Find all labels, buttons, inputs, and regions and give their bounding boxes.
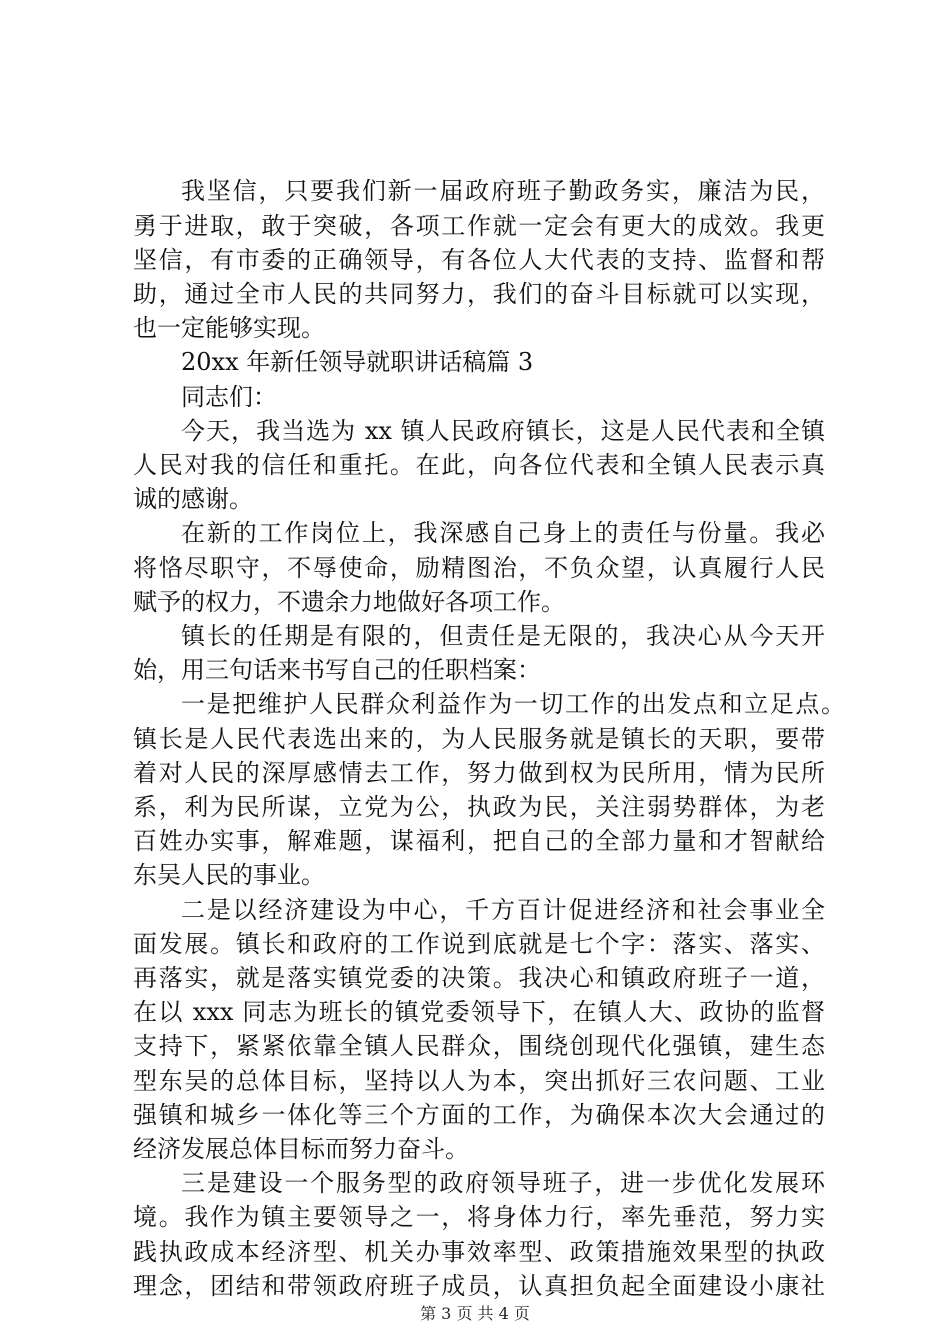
- text-line: 人民对我的信任和重托。在此，向各位代表和全镇人民表示真: [133, 451, 825, 479]
- text-line: 将恪尽职守，不辱使命，励精图治，不负众望，认真履行人民: [133, 554, 825, 582]
- text-line: 三是建设一个服务型的政府领导班子，进一步优化发展环: [181, 1169, 825, 1197]
- text-line: 在新的工作岗位上，我深感自己身上的责任与份量。我必: [181, 519, 825, 547]
- text-line: 也一定能够实现。: [133, 314, 325, 342]
- text-line: 二是以经济建设为中心，千方百计促进经济和社会事业全: [181, 896, 825, 924]
- text-line: 坚信，有市委的正确领导，有各位人大代表的支持、监督和帮: [133, 246, 825, 274]
- salutation: 同志们：: [181, 383, 277, 411]
- text-line: 经济发展总体目标而努力奋斗。: [133, 1135, 469, 1163]
- text-line: 始，用三句话来书写自己的任职档案：: [133, 656, 541, 684]
- text-line: 东吴人民的事业。: [133, 861, 325, 889]
- page-footer: 第 3 页 共 4 页: [420, 1304, 530, 1323]
- text-line: 百姓办实事，解难题，谋福利，把自己的全部力量和才智献给: [133, 827, 825, 855]
- text-line: 在以 xxx 同志为班长的镇党委领导下，在镇人大、政协的监督: [133, 998, 825, 1026]
- section-heading: 20xx 年新任领导就职讲话稿篇 3: [181, 348, 534, 376]
- text-line: 镇长是人民代表选出来的，为人民服务就是镇长的天职，要带: [133, 725, 825, 753]
- text-line: 一是把维护人民群众利益作为一切工作的出发点和立足点。: [181, 690, 845, 718]
- text-line: 今天，我当选为 xx 镇人民政府镇长，这是人民代表和全镇: [181, 417, 825, 445]
- text-line: 我坚信，只要我们新一届政府班子勤政务实，廉洁为民，: [181, 177, 825, 205]
- text-line: 践执政成本经济型、机关办事效率型、政策措施效果型的执政: [133, 1238, 825, 1266]
- text-line: 助，通过全市人民的共同努力，我们的奋斗目标就可以实现，: [133, 280, 825, 308]
- text-line: 勇于进取，敢于突破，各项工作就一定会有更大的成效。我更: [133, 212, 825, 240]
- text-line: 着对人民的深厚感情去工作，努力做到权为民所用，情为民所: [133, 759, 825, 787]
- text-line: 再落实，就是落实镇党委的决策。我决心和镇政府班子一道，: [133, 964, 825, 992]
- text-line: 面发展。镇长和政府的工作说到底就是七个字：落实、落实、: [133, 930, 825, 958]
- text-line: 支持下，紧紧依靠全镇人民群众，围绕创现代化强镇，建生态: [133, 1032, 825, 1060]
- text-line: 理念，团结和带领政府班子成员，认真担负起全面建设小康社: [133, 1272, 825, 1300]
- text-line: 赋予的权力，不遗余力地做好各项工作。: [133, 588, 565, 616]
- text-line: 镇长的任期是有限的，但责任是无限的，我决心从今天开: [181, 622, 825, 650]
- text-line: 诚的感谢。: [133, 485, 253, 513]
- text-line: 境。我作为镇主要领导之一，将身体力行，率先垂范，努力实: [133, 1203, 825, 1231]
- text-line: 强镇和城乡一体化等三个方面的工作，为确保本次大会通过的: [133, 1101, 825, 1129]
- text-line: 型东吴的总体目标，坚持以人为本，突出抓好三农问题、工业: [133, 1067, 825, 1095]
- text-line: 系，利为民所谋，立党为公，执政为民，关注弱势群体，为老: [133, 793, 825, 821]
